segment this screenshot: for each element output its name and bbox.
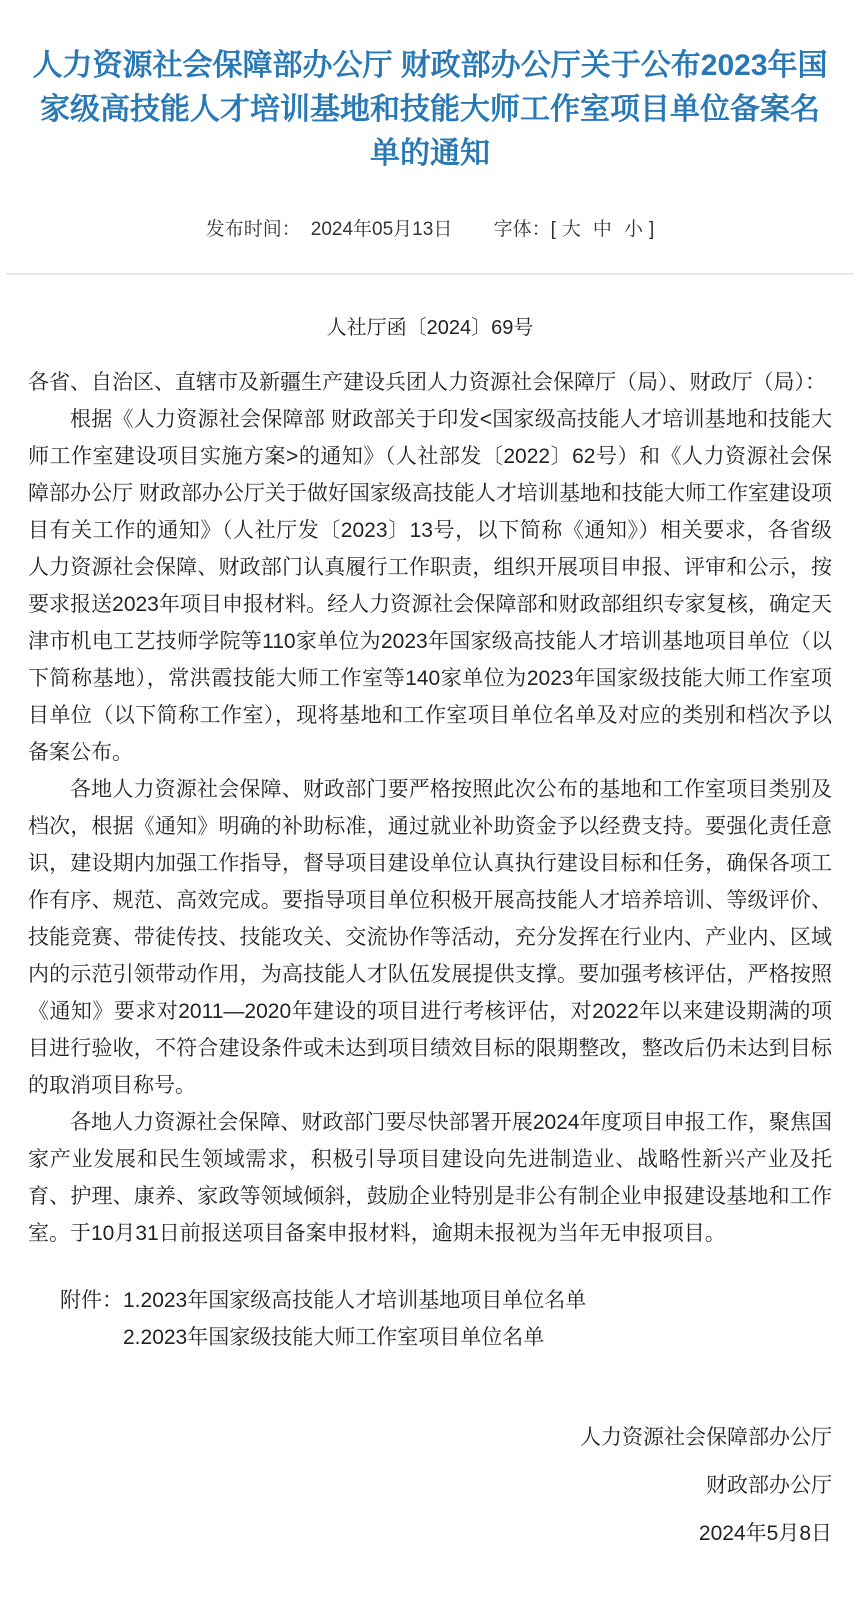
font-size-option-large[interactable]: 大 — [561, 219, 581, 240]
attachment-item-1: 1.2023年国家级高技能人才培训基地项目单位名单 — [123, 1289, 587, 1312]
signature-block — [28, 1414, 832, 1558]
publish-time-label: 发布时间： — [205, 219, 301, 240]
attachments-label: 附件： — [60, 1289, 123, 1312]
signature-org-mohrss: 人力资源社会保障部办公厅 — [580, 1426, 832, 1449]
paragraph-basis: 根据《人力资源社会保障部 财政部关于印发<国家级高技能人才培训基地和技能大师工作室建设项目实施方案>的通知》（人社部发〔2022〕62号）和《人力资源社会保障部办公厅 财政部办公厅关于做好国家级高技能人才培训基地和技能大师工作室建设项目有关工作的通知》（人社厅发〔2023〕13号，以下简称《通知》）相关要求，各省级人力资源社会保障、财政部门认真履行工作职责，组织开展项目申报、评审和公示，按要求报送2023年项目申报材料。经人力资源社会保障部和财政部组织专家复核，确定天津市机电工艺技师学院等110家单位为2023年国家级高技能人才培训基地项目单位（以下简称基地），常洪霞技能大师工作室等140家单位为2023年国家级技能大师工作室项目单位（以下简称工作室），现将基地和工作室项目单位名单及对应的类别和档次予以备案公布。 — [28, 408, 832, 764]
attachments-row — [28, 1282, 832, 1356]
font-size-option-medium[interactable]: 中 — [592, 219, 612, 240]
bracket-close: ] — [648, 219, 655, 240]
paragraph-2024-plan: 各地人力资源社会保障、财政部门要尽快部署开展2024年度项目申报工作，聚焦国家产业发展和民生领域需求，积极引导项目建设向先进制造业、战略性新兴产业及托育、护理、康养、家政等领域倾斜，鼓励企业特别是非公有制企业申报建设基地和工作室。于10月31日前报送项目备案申报材料，逾期未报视为当年无申报项目。 — [28, 1111, 832, 1245]
bracket-open: [ — [550, 219, 556, 240]
attachments-list — [123, 1282, 832, 1356]
font-size-label: 字体： — [493, 219, 551, 240]
publish-time-value: 2024年05月13日 — [310, 219, 453, 240]
signature-date: 2024年5月8日 — [698, 1522, 832, 1545]
doc-number: 人社厅函〔2024〕69号 — [326, 317, 534, 339]
signature-org-mof: 财政部办公厅 — [706, 1474, 832, 1497]
attachment-item-2: 2.2023年国家级技能大师工作室项目单位名单 — [123, 1326, 545, 1349]
divider — [6, 273, 854, 275]
attachments-block — [28, 1282, 832, 1356]
page-title: 人力资源社会保障部办公厅 财政部办公厅关于公布2023年国家级高技能人才培训基地和技能大师工作室项目单位备案名单的通知 — [32, 49, 828, 170]
document-body — [0, 364, 860, 1558]
meta-row — [0, 214, 860, 241]
paragraph-requirements: 各地人力资源社会保障、财政部门要严格按照此次公布的基地和工作室项目类别及档次，根据《通知》明确的补助标准，通过就业补助资金予以经费支持。要强化责任意识，建设期内加强工作指导，督导项目建设单位认真执行建设目标和任务，确保各项工作有序、规范、高效完成。要指导项目单位积极开展高技能人才培养培训、等级评价、技能竞赛、带徒传技、技能攻关、交流协作等活动，充分发挥在行业内、产业内、区域内的示范引领带动作用，为高技能人才队伍发展提供支撑。要加强考核评估，严格按照《通知》要求对2011—2020年建设的项目进行考核评估，对2022年以来建设期满的项目进行验收，不符合建设条件或未达到项目绩效目标的限期整改，整改后仍未达到目标的取消项目称号。 — [28, 778, 832, 1097]
font-size-option-small[interactable]: 小 — [623, 219, 643, 240]
salutation: 各省、自治区、直辖市及新疆生产建设兵团人力资源社会保障厅（局）、财政厅（局）： — [28, 371, 826, 394]
